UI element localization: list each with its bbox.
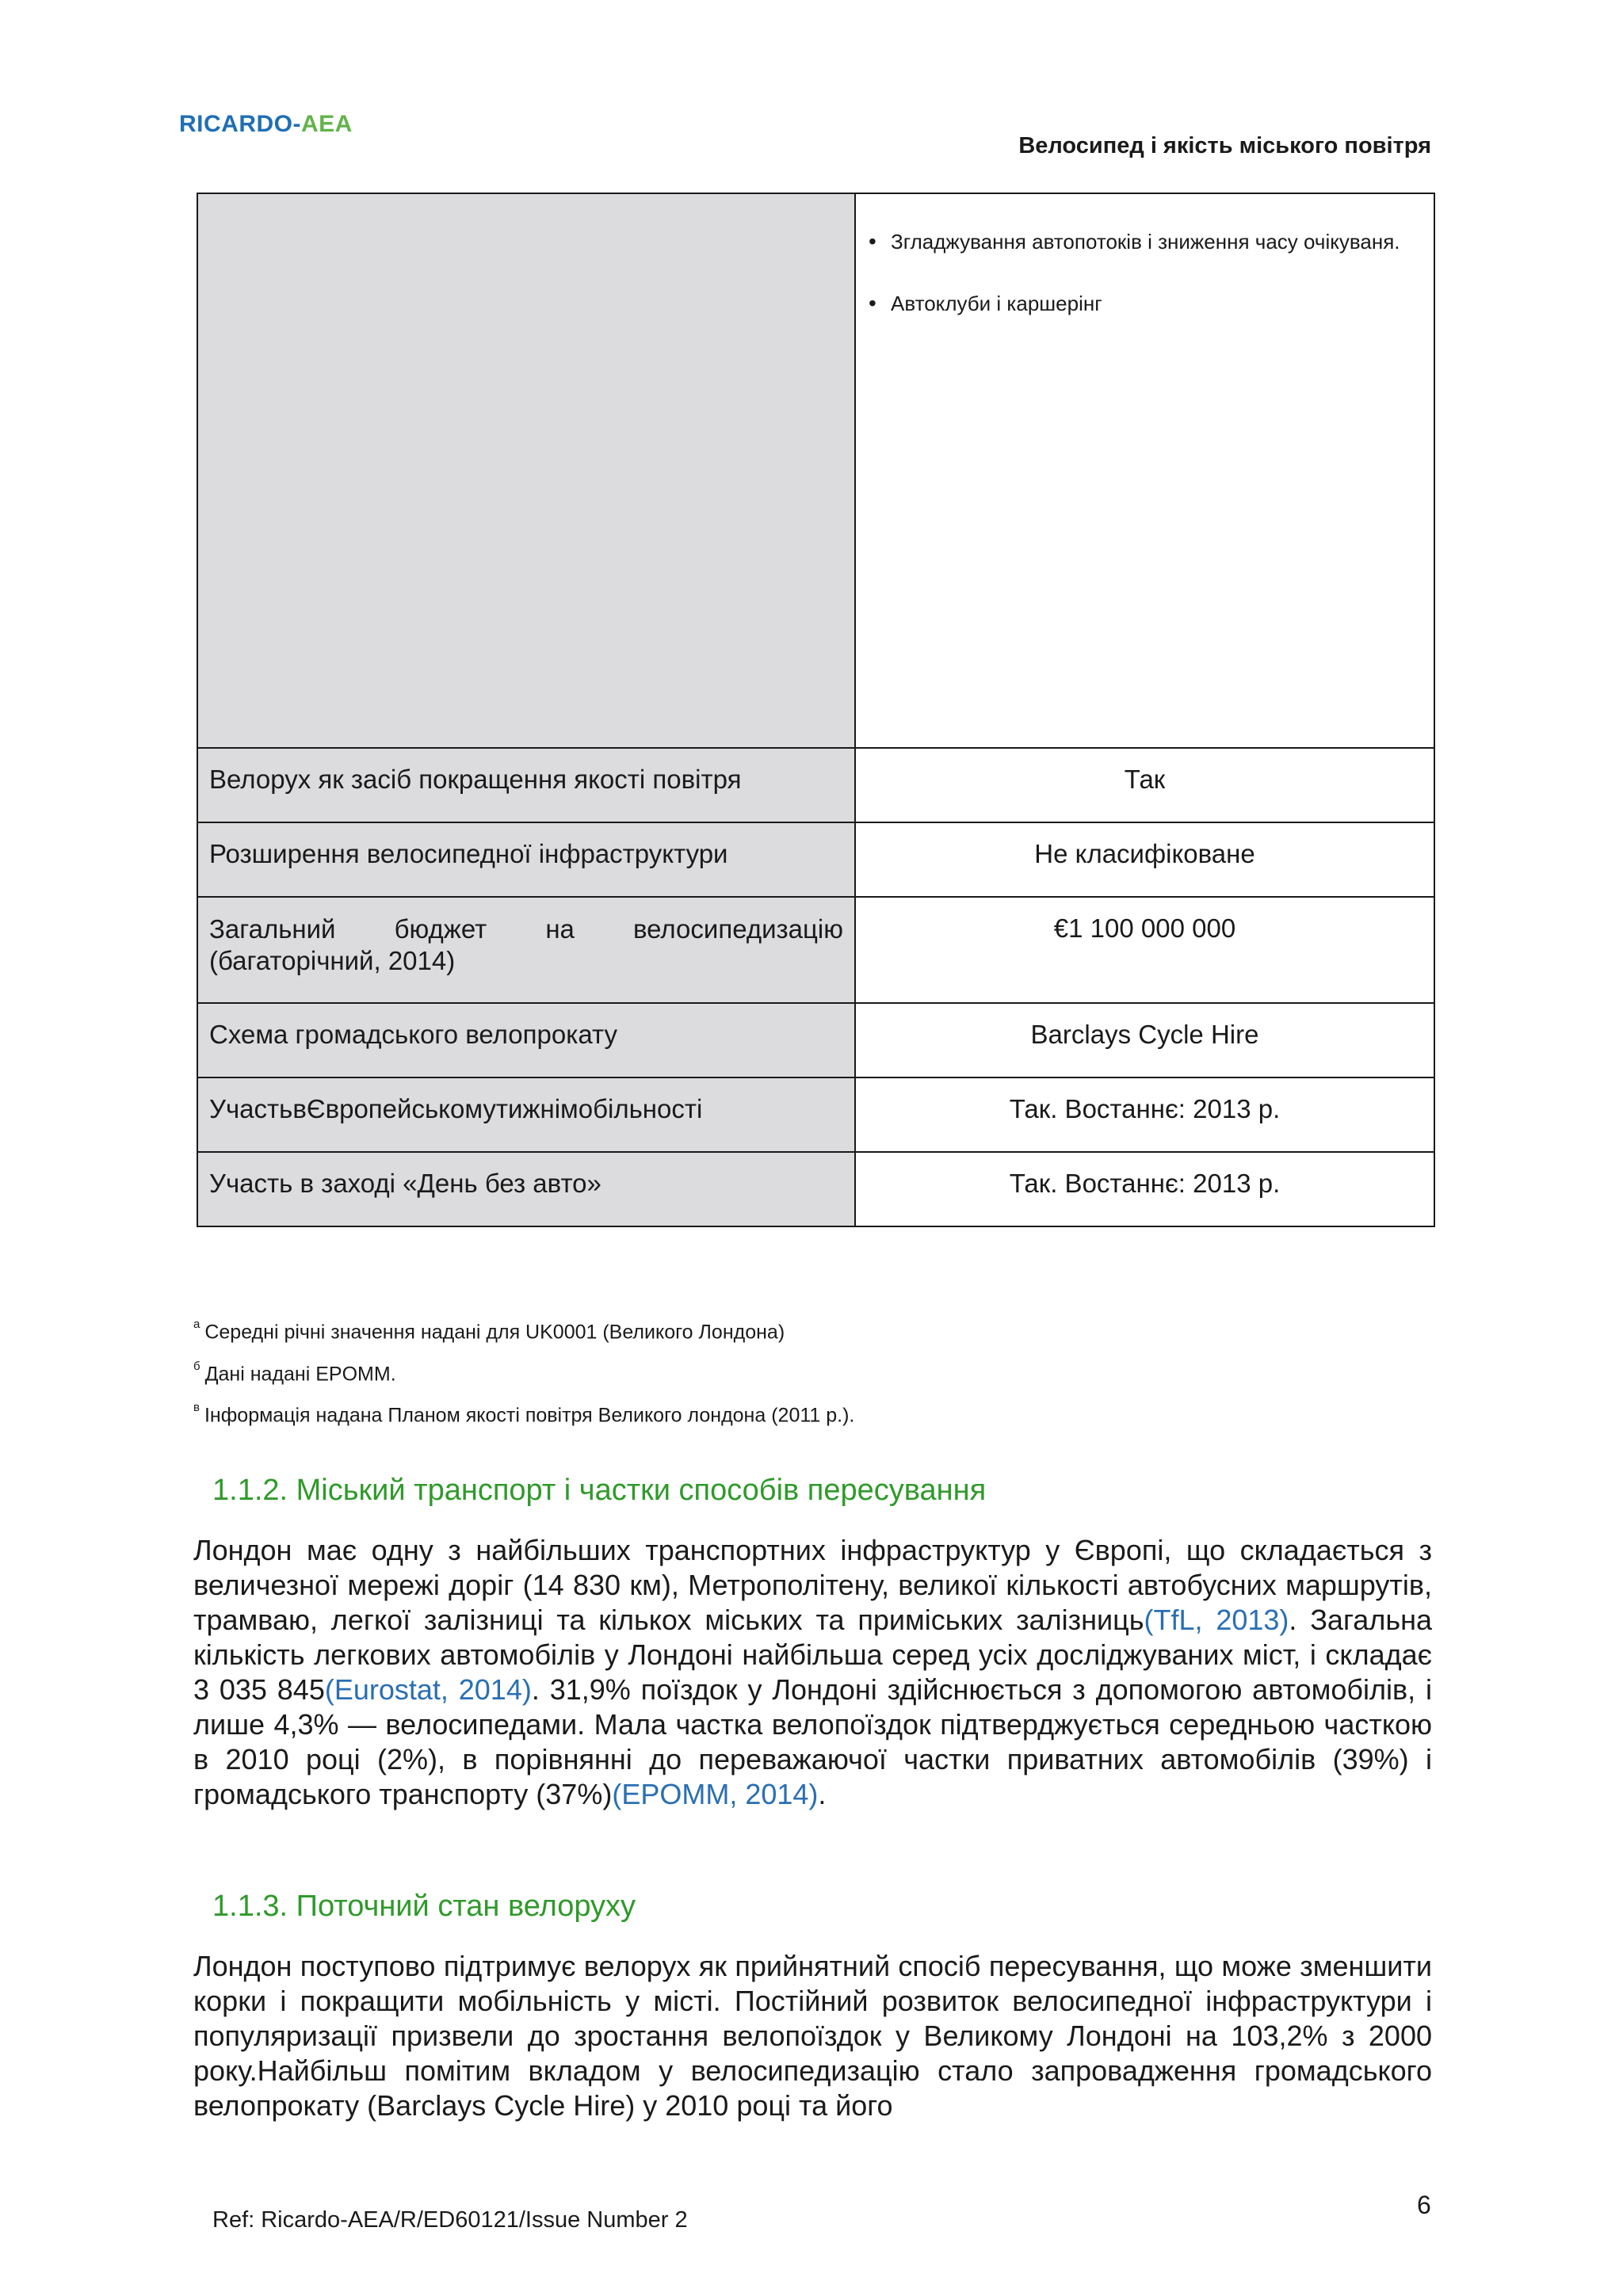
table-value-cell: Так. Востаннє: 2013 р. [855,1077,1434,1152]
city-info-table [197,193,1435,1227]
table-row [197,1077,1434,1152]
ricardo-aea-logo [179,111,353,138]
bullet-icon: • [869,229,876,254]
bullet-icon: • [869,291,876,315]
table-value-cell: Так [855,748,1434,822]
table-value-cell: Barclays Cycle Hire [855,1003,1434,1077]
citation-link[interactable]: (TfL, 2013) [1144,1604,1289,1636]
page-number: 6 [1417,2191,1431,2219]
table-label-cell: Загальний бюджет на велосипедизацію (багаторічний, 2014) [197,897,855,1003]
table-label-cell: Участь в заході «День без авто» [197,1152,855,1226]
logo-text-aea: AEA [301,111,353,137]
citation-link[interactable]: (EPOMM, 2014) [612,1778,819,1810]
table-row [197,822,1434,897]
table-label-cell: Велорух як засіб покращення якості повітря [197,748,855,822]
table-label-cell: Розширення велосипедної інфраструктури [197,822,855,897]
paragraph-cycling: Лондон поступово підтримує велорух як прийнятний спосіб пересування, що може зменшити корки і покращити мобільність у місті. Постійний розвиток велосипедної інфраструктури і популяризації призвели до зростання велопоїздок у Великому Лондоні на 103,2% з 2000 року.Найбільш помітим вкладом у велосипедизацію стало запровадження громадського велопрокату (Barclays Cycle Hire) у 2010 році та його [193,1950,1432,2122]
document-reference: Ref: Ricardo-AEA/R/ED60121/Issue Number 2 [212,2207,688,2233]
footnote: $^б$ Дані надані EPOMM. [193,1360,396,1386]
list-item: • Згладжування автопотоків і зниження часу очікуваня. [869,223,1423,261]
footnote-mark: а [193,1318,200,1331]
section-heading-transport: 1.1.2. Міський транспорт і частки способів пересування [212,1474,987,1507]
citation-link[interactable]: (Eurostat, 2014) [324,1673,532,1706]
table-row [197,897,1434,1003]
table-label-cell: Схема громадського велопрокату [197,1003,855,1077]
footnote-mark: в [193,1401,200,1414]
table-value-cell: €1 100 000 000 [855,897,1434,1003]
footnote: $^в$ Інформація надана Планом якості повітря Великого лондона (2011 р.). [193,1401,855,1427]
table-cell-empty [197,193,855,748]
table-row [197,1003,1434,1077]
document-title: Велосипед і якість міського повітря [1018,133,1431,158]
list-item: • Автоклуби і каршерінг [869,284,1423,322]
table-row [197,1152,1434,1226]
section-heading-cycling: 1.1.3. Поточний стан велоруху [212,1890,636,1923]
logo-text-ricardo: RICARDO- [179,111,301,137]
footnote-mark: б [193,1360,200,1373]
table-value-cell: Не класифіковане [855,822,1434,897]
table-value-cell: Так. Востаннє: 2013 р. [855,1152,1434,1226]
table-label-cell: УчастьвЄвропейськомутижнімобільності [197,1077,855,1152]
footnote: $^а$ Середні річні значення надані для UK0001 (Великого Лондона) [193,1318,785,1344]
table-cell-bullets [855,193,1434,748]
paragraph-transport: Лондон має одну з найбільших транспортних інфраструктур у Європі, що складається з величезної мережі доріг (14 830 км), Метрополітену, великої кількості автобусних маршрутів, трамваю, легкої залізниці та кількох міських та приміських залізниць(TfL, 2013). Загальна кількість легкових автомобілів у Лондоні найбільша серед усіх досліджуваних міст, і складає 3 035 845(Eurostat, 2014). 31,9% поїздок у Лондоні здійснюється з допомогою автомобілів, і лише 4,3% — велосипедами. Мала частка велопоїздок підтверджується середньою часткою в 2010 році (2%), в порівнянні до переважаючої частки приватних автомобілів (39%) і громадського транспорту (37%)(EPOMM, 2014). [193,1534,1432,1810]
table-row [197,748,1434,822]
